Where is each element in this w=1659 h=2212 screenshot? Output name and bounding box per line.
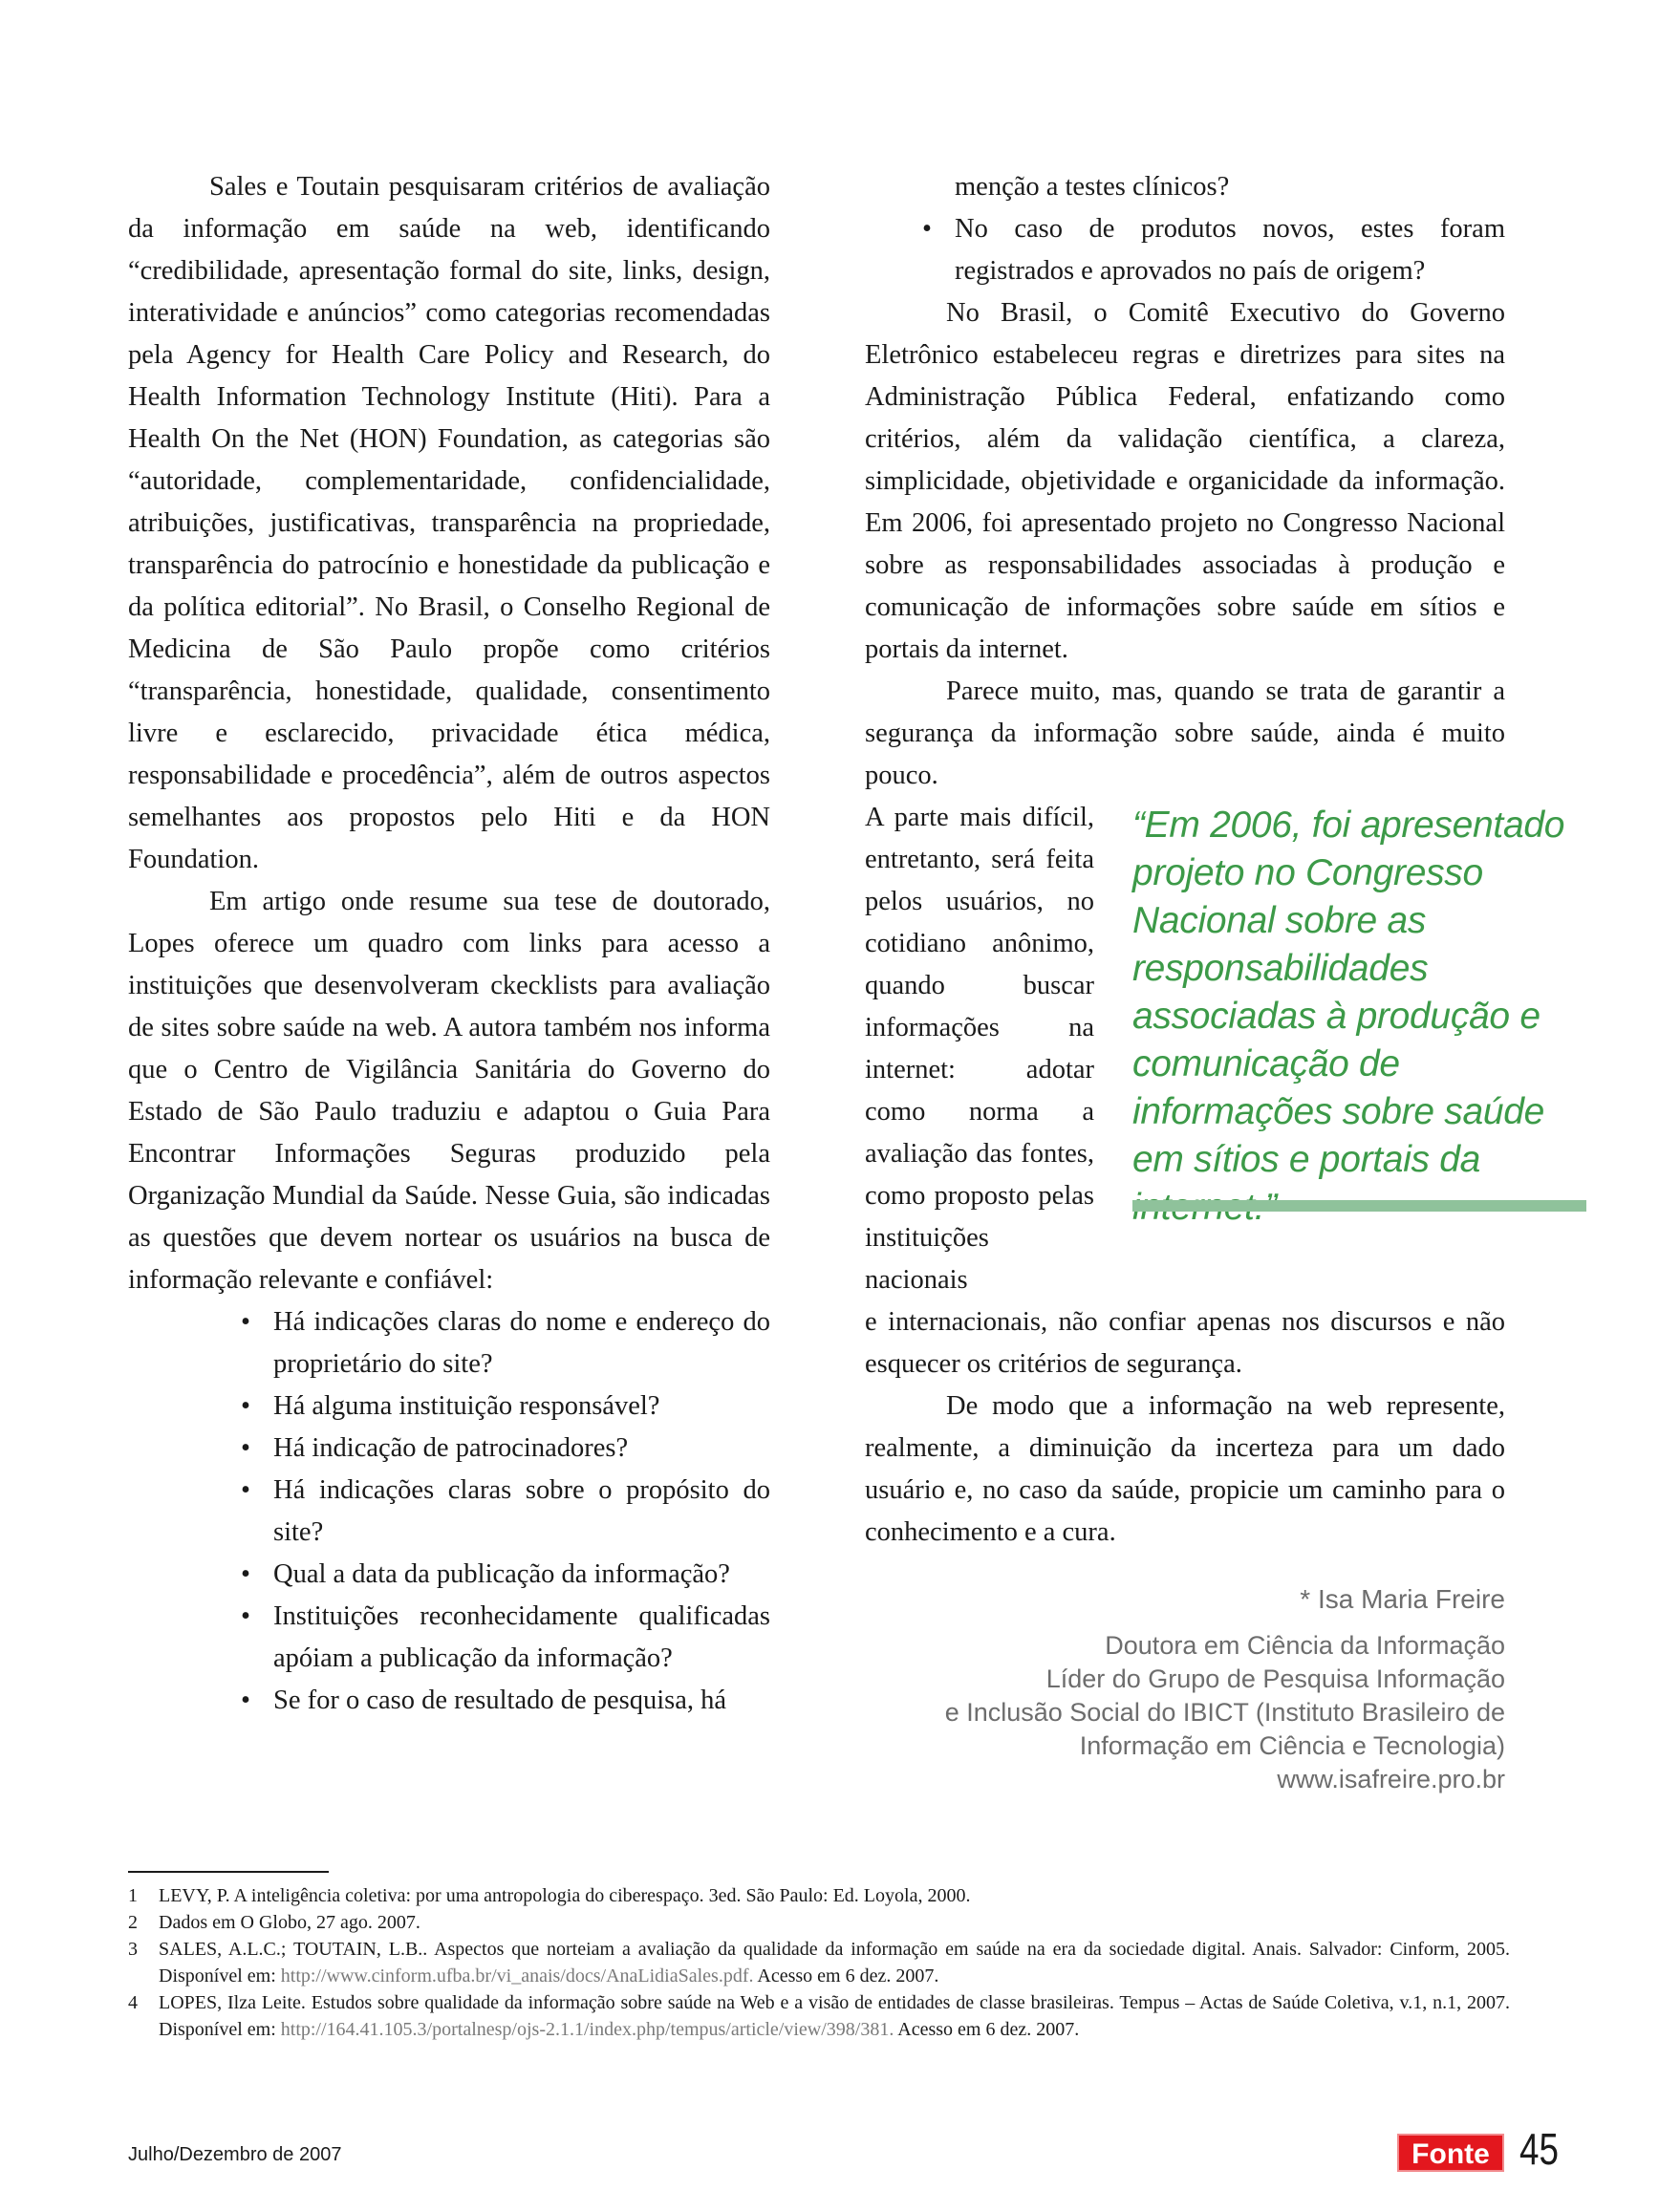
footnote [128,1936,1510,1989]
pull-quote-rule [1132,1200,1586,1212]
footnote-divider [128,1871,329,1873]
left-column [128,166,770,1722]
footnote-number: 2 [128,1912,138,1933]
list-item: • Qual a data da publicação da informação? [241,1554,770,1596]
footnote-text [159,1882,1510,1909]
body-paragraph: Em artigo onde resume sua tese de doutorado, Lopes oferece um quadro com links para acesso a instituições que desenvolveram ckecklists para avaliação de sites sobre saúde na web. A autora também nos informa que o Centro de Vigilância Sanitária do Governo do Estado de São Paulo traduziu e adaptou o Guia Para Encontrar Informações Seguras produzido pela Organização Mundial da Saúde. Nesse Guia, são indicadas as questões que devem nortear os usuários na busca de informação relevante e confiável: [128,887,770,1295]
list-item: • Há alguma instituição responsável? [241,1385,770,1428]
footnote [128,1909,1510,1936]
footnote-number: 4 [128,1992,138,2013]
fonte-logo: Fonte [1397,2134,1504,2172]
list-item: • Instituições reconhecidamente qualificadas apóiam a publicação da informação? [241,1596,770,1680]
body-paragraph: e internacionais, não confiar apenas nos discursos e não esquecer os critérios de segurança. [865,1307,1505,1379]
author-line: Líder do Grupo de Pesquisa Informação [1045,1664,1505,1693]
footnote-text [159,1989,1510,2043]
footnote-text [159,1936,1510,1989]
footnote-citation: Dados em O Globo, 27 ago. 2007. [159,1912,420,1933]
footnote-citation: LOPES, Ilza Leite. Estudos sobre qualidade da informação sobre saúde na Web e a visão de entidades de classe brasileiras. Tempus – Actas de Saúde Coletiva, v.1, n.1, 2007. Disponível em: [159,1992,1510,2040]
list-item: • No caso de produtos novos, estes foram registrados e aprovados no país de origem? [922,208,1505,292]
list-item-continuation: menção a testes clínicos? [955,172,1230,202]
author-line: Doutora em Ciência da Informação [1105,1631,1505,1660]
body-paragraph: No Brasil, o Comitê Executivo do Governo Eletrônico estabeleceu regras e diretrizes para sites na Administração Pública Federal, enfatizando como critérios, além da validação científica, a clareza, simplicidade, objetividade e organicidade da informação. Em 2006, foi apresentado projeto no Congresso Nacional sobre as responsabilidades associadas à produção e comunicação de informações sobre saúde em sítios e portais da internet. [865,298,1505,664]
footnote-citation: SALES, A.L.C.; TOUTAIN, L.B.. Aspectos que norteiam a avaliação da qualidade da informação em saúde na era da sociedade digital. Anais. Salvador: Cinform, 2005. Disponível em: [159,1939,1510,1987]
pull-quote: “Em 2006, foi apresentado projeto no Congresso Nacional sobre as responsabilidades associadas à produção e comunicação de informações sobre saúde em sítios e portais da [1132,805,1565,1180]
list-item: • Há indicações claras sobre o propósito do site? [241,1470,770,1554]
author-website: www.isafreire.pro.br [1277,1765,1505,1793]
page-number: 45 [1519,2124,1559,2174]
question-list [128,1301,770,1722]
author-line: e Inclusão Social do IBICT (Instituto Brasileiro de [944,1698,1505,1727]
footnote-link[interactable]: http://164.41.105.3/portalnesp/ojs-2.1.1/index.php/tempus/article/view/398/381. [280,2019,894,2040]
issue-date: Julho/Dezembro de 2007 [128,2144,342,2165]
question-list-continued [865,208,1505,292]
author-credit [865,1582,1505,1796]
list-item: • Se for o caso de resultado de pesquisa, há [241,1680,770,1722]
body-paragraph-narrow: A parte mais difícil, entretanto, será feita pelos usuários, no cotidiano anônimo, quando buscar informações na internet: adotar como norma a avaliação das fontes, como proposto pelas instituições nacionais [865,803,1094,1295]
footnote-access-date: Acesso em 6 dez. 2007. [894,2019,1080,2040]
body-paragraph: Sales e Toutain pesquisaram critérios de avaliação da informação em saúde na web, identificando “credibilidade, apresentação formal do site, links, design, interatividade e anúncios” como categorias recomendadas pela Agency for Health Care Policy and Research, do Health Information Technology Institute (Hiti). Para a Health On the Net (HON) Foundation, as categorias são “autoridade, complementaridade, confidencialidade, atribuições, justificativas, transparência na propriedade, transparência do patrocínio e honestidade da publicação e da política editorial”. No Brasil, o Conselho Regional de Medicina de São Paulo propõe como critérios “transparência, honestidade, qualidade, consentimento livre e esclarecido, privacidade ética médica, responsabilidade e procedência”, além de outros aspectos semelhantes aos propostos pelo Hiti e da HON Foundation. [128,172,770,874]
list-item: • Há indicações claras do nome e endereço do proprietário do site? [241,1301,770,1385]
footnote-number: 1 [128,1885,138,1906]
footnote-access-date: Acesso em 6 dez. 2007. [753,1965,939,1987]
author-line: Informação em Ciência e Tecnologia) [1079,1731,1505,1760]
footnote [128,1882,1510,1909]
author-name: * Isa Maria Freire [1300,1584,1505,1614]
footnote-number: 3 [128,1939,138,1960]
footnote-text [159,1909,1510,1936]
body-paragraph: De modo que a informação na web represente, realmente, a diminuição da incerteza para um dado usuário e, no caso da saúde, propicie um caminho para o conhecimento e a cura. [865,1391,1505,1547]
body-paragraph: Parece muito, mas, quando se trata de garantir a segurança da informação sobre saúde, ainda é muito pouco. [865,676,1505,790]
footnote-link[interactable]: http://www.cinform.ufba.br/vi_anais/docs/AnaLidiaSales.pdf. [280,1965,754,1987]
footnote-citation: LEVY, P. A inteligência coletiva: por uma antropologia do ciberespaço. 3ed. São Paulo: Ed. Loyola, 2000. [159,1885,971,1906]
list-item: • Há indicação de patrocinadores? [241,1428,770,1470]
footnote [128,1989,1510,2043]
footnotes [128,1882,1510,2043]
